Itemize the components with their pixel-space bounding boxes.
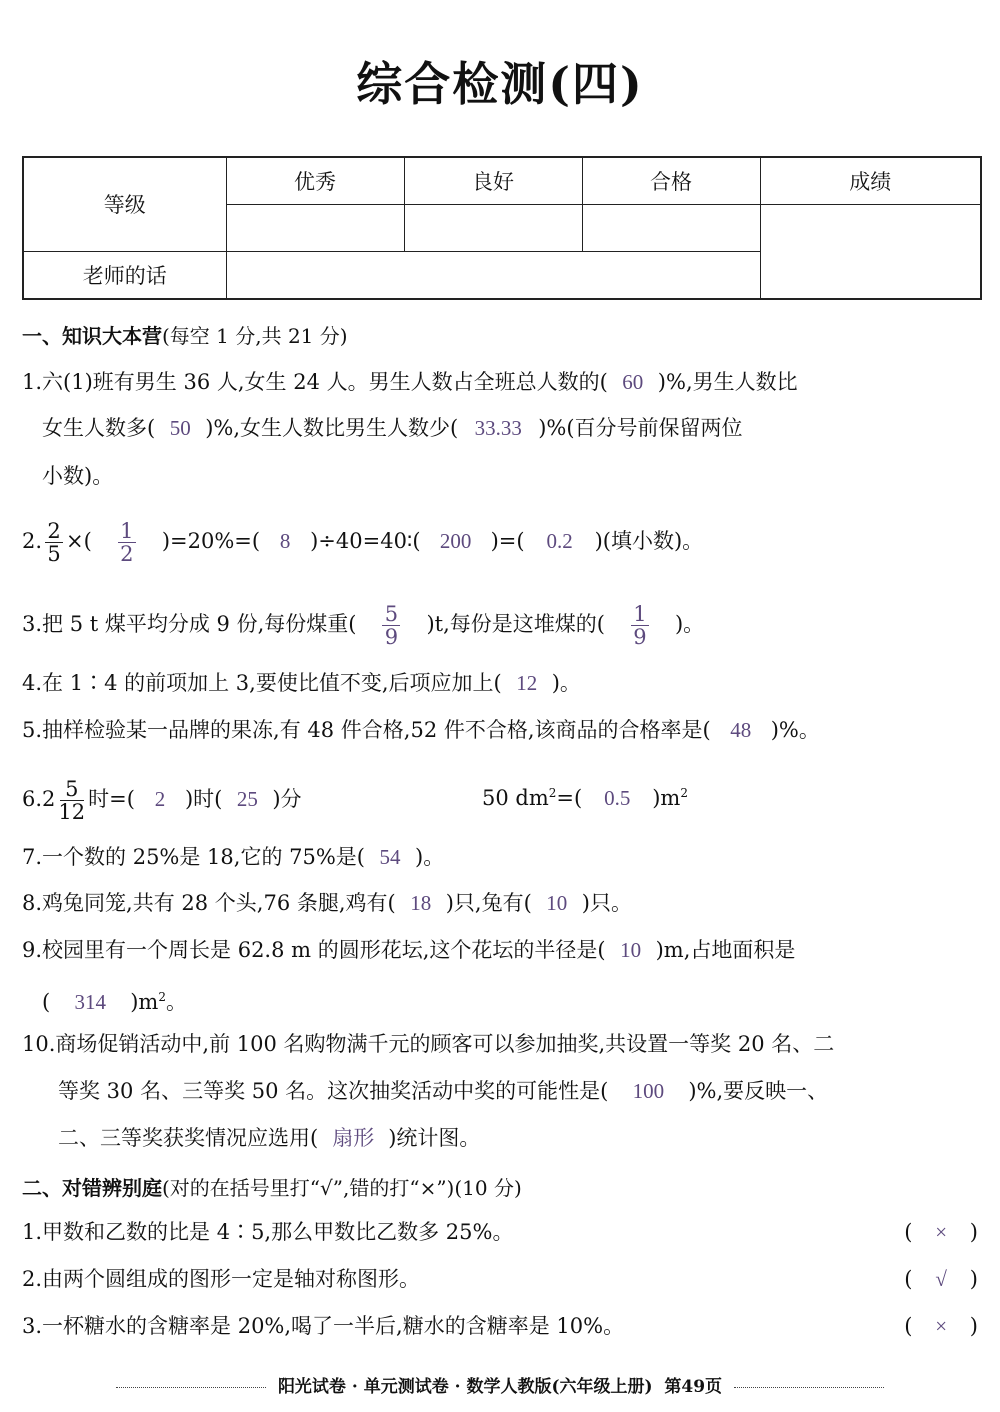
q9-superscript: 2	[158, 990, 166, 1004]
q1-text-c: 女生人数多(	[42, 416, 156, 440]
q1-text-a: 1.六(1)班有男生 36 人,女生 24 人。男生人数占全班总人数的(	[22, 370, 608, 394]
grade-level-good: 良好	[404, 157, 582, 204]
q3-answer-2-numerator: 1	[633, 602, 647, 626]
q1-answer-2[interactable]: 50	[169, 416, 191, 440]
grade-table	[22, 156, 982, 300]
footer-page-number: 第49页	[664, 1377, 723, 1397]
grade-level-pass: 合格	[582, 157, 760, 204]
q3-answer-1-numerator: 5	[384, 602, 399, 626]
q5-text-2: )%。	[770, 718, 820, 742]
q3-answer-2-fraction[interactable]	[631, 603, 649, 648]
q8-answer-1[interactable]: 18	[410, 891, 432, 915]
judge-item-1: 1.甲数和乙数的比是 4∶5,那么甲数比乙数多 25%。	[22, 1220, 514, 1244]
question-4	[22, 668, 581, 698]
q8-text-1: 8.鸡兔同笼,共有 28 个头,76 条腿,鸡有(	[22, 891, 396, 915]
q1-text-b: )%,男生人数比	[657, 370, 798, 394]
q1-answer-3[interactable]: 33.33	[474, 416, 522, 440]
question-1-line-2	[42, 413, 743, 443]
q9-text-4: )m	[130, 990, 159, 1014]
q2-text-1: ×(	[66, 529, 92, 553]
q2-answer-numerator: 1	[120, 519, 134, 543]
q6-text-6: )m	[652, 786, 681, 810]
teacher-comment-cell[interactable]	[226, 251, 760, 299]
question-10-line-1: 10.商场促销活动中,前 100 名购物满千元的顾客可以参加抽奖,共设置一等奖 20 名、二	[22, 1032, 835, 1056]
section-2-note: (对的在括号里打“√”,错的打“×”)(10 分)	[162, 1176, 522, 1200]
q2-fraction-numerator: 2	[47, 519, 61, 543]
judge-answer-2-mark: √	[935, 1267, 947, 1291]
judge-answer-3-mark: ×	[935, 1314, 948, 1338]
score-cell[interactable]	[760, 204, 981, 299]
q9-text-1: 9.校园里有一个周长是 62.8 m 的圆形花坛,这个花坛的半径是(	[22, 938, 606, 962]
q4-text-1: 4.在 1∶4 的前项加上 3,要使比值不变,后项应加上(	[22, 671, 502, 695]
q6-answer-2[interactable]: 25	[236, 787, 258, 811]
q6-text-4: 50 dm	[482, 786, 549, 810]
footer-dots-right	[734, 1387, 884, 1388]
grade-cell-excellent[interactable]	[226, 204, 404, 251]
page-title: 综合检测(四)	[356, 57, 644, 111]
question-5	[22, 715, 820, 745]
question-6	[22, 778, 302, 823]
q2-text-5: )(填小数)。	[594, 529, 704, 553]
q2-text-4: )=(	[490, 529, 525, 553]
q5-answer[interactable]: 48	[730, 718, 752, 742]
section-2-heading	[22, 1172, 522, 1201]
section-1-heading	[22, 320, 348, 349]
q6-superscript-2: 2	[680, 786, 688, 800]
question-10-line-3	[58, 1123, 480, 1153]
q4-text-2: )。	[551, 671, 581, 695]
q2-text-2: )=20%=(	[161, 529, 261, 553]
q2-answer-3[interactable]: 200	[439, 529, 472, 553]
q3-answer-1-fraction[interactable]	[382, 603, 400, 648]
grade-cell-pass[interactable]	[582, 204, 760, 251]
q6-answer-3[interactable]: 0.5	[604, 786, 631, 810]
q2-fraction-denominator: 5	[47, 542, 61, 566]
q6-text-2: )时(	[184, 787, 223, 811]
q1-answer-1[interactable]: 60	[622, 370, 644, 394]
q8-text-2: )只,兔有(	[445, 891, 532, 915]
q10-text-c: 二、三等奖获奖情况应选用(	[58, 1126, 319, 1150]
q9-text-2: )m,占地面积是	[655, 938, 796, 962]
score-label: 成绩	[760, 157, 981, 204]
q9-text-3: (	[42, 990, 51, 1014]
q2-prefix: 2.	[22, 529, 43, 553]
q8-text-3: )只。	[581, 891, 632, 915]
q4-answer[interactable]: 12	[516, 671, 538, 695]
q3-text-2: )t,每份是这堆煤的(	[426, 612, 605, 636]
q2-answer-2[interactable]: 8	[279, 529, 291, 553]
question-6-part-2	[482, 778, 688, 813]
section-1-note: (每空 1 分,共 21 分)	[162, 324, 348, 348]
q5-text-1: 5.抽样检验某一品牌的果冻,有 48 件合格,52 件不合格,该商品的合格率是(	[22, 718, 711, 742]
grade-cell-good[interactable]	[404, 204, 582, 251]
q6-answer-1[interactable]: 2	[154, 787, 166, 811]
question-3	[22, 603, 704, 648]
q2-text-3: )÷40=40∶(	[310, 529, 421, 553]
section-1-title: 一、知识大本营	[22, 324, 162, 348]
q2-fraction	[45, 520, 63, 565]
q3-text-1: 3.把 5 t 煤平均分成 9 份,每份煤重(	[22, 612, 357, 636]
q7-text-2: )。	[415, 845, 445, 869]
q9-answer-1[interactable]: 10	[620, 938, 642, 962]
q2-answer-denominator: 2	[120, 542, 134, 566]
q2-answer-1-fraction[interactable]	[118, 520, 136, 565]
question-2	[22, 520, 703, 565]
question-1-line-1	[22, 367, 798, 397]
footer-text: 阳光试卷 · 单元测试卷 · 数学人教版(六年级上册)	[277, 1377, 653, 1397]
q6-text-1: 时=(	[88, 787, 135, 811]
question-7	[22, 842, 444, 872]
q9-text-5: 。	[165, 990, 187, 1014]
q10-text-b: )%,要反映一、	[688, 1079, 829, 1103]
q1-text-d: )%,女生人数比男生人数少(	[205, 416, 459, 440]
q6-text-3: )分	[272, 787, 302, 811]
question-10-line-2	[58, 1076, 828, 1106]
q7-answer[interactable]: 54	[379, 845, 401, 869]
teacher-comment-label: 老师的话	[23, 251, 226, 299]
footer-dots-left	[116, 1387, 266, 1388]
q1-text-e: )%(百分号前保留两位	[538, 416, 743, 440]
page-footer	[0, 1372, 1000, 1397]
judge-answer-1[interactable]: ( × )	[904, 1217, 978, 1247]
q7-text-1: 7.一个数的 25%是 18,它的 75%是(	[22, 845, 366, 869]
judge-answer-2[interactable]: ( √ )	[904, 1264, 978, 1294]
q10-text-d: )统计图。	[388, 1126, 481, 1150]
question-9-line-2	[42, 982, 187, 1017]
judge-item-3: 3.一杯糖水的含糖率是 20%,喝了一半后,糖水的含糖率是 10%。	[22, 1314, 625, 1338]
question-8	[22, 888, 632, 918]
q6-fraction	[58, 778, 85, 823]
judge-answer-1-mark: ×	[935, 1220, 948, 1244]
judge-item-2: 2.由两个圆组成的图形一定是轴对称图形。	[22, 1267, 421, 1291]
q8-answer-2[interactable]: 10	[546, 891, 568, 915]
q6-fraction-denominator: 12	[58, 800, 86, 824]
q2-answer-4[interactable]: 0.2	[546, 529, 573, 553]
judge-answer-3[interactable]: ( × )	[904, 1311, 978, 1341]
q10-answer-2[interactable]: 扇形	[332, 1126, 375, 1150]
q3-answer-2-denominator: 9	[633, 625, 647, 649]
q3-answer-1-denominator: 9	[384, 625, 399, 649]
grade-row-label: 等级	[23, 157, 226, 251]
q6-fraction-numerator: 5	[65, 777, 79, 801]
q3-text-3: )。	[674, 612, 705, 636]
question-9-line-1	[22, 935, 795, 965]
question-1-line-3: 小数)。	[42, 464, 114, 488]
q10-text-a: 等奖 30 名、三等奖 50 名。这次抽奖活动中奖的可能性是(	[58, 1079, 609, 1103]
section-2-title: 二、对错辨别庭	[22, 1176, 162, 1200]
q6-superscript-1: 2	[548, 786, 557, 800]
q6-text-5: =(	[556, 786, 583, 810]
q10-answer-1[interactable]: 100	[632, 1079, 665, 1103]
grade-level-excellent: 优秀	[226, 157, 404, 204]
q6-prefix: 6.2	[22, 787, 56, 811]
q9-answer-2[interactable]: 314	[74, 990, 106, 1014]
